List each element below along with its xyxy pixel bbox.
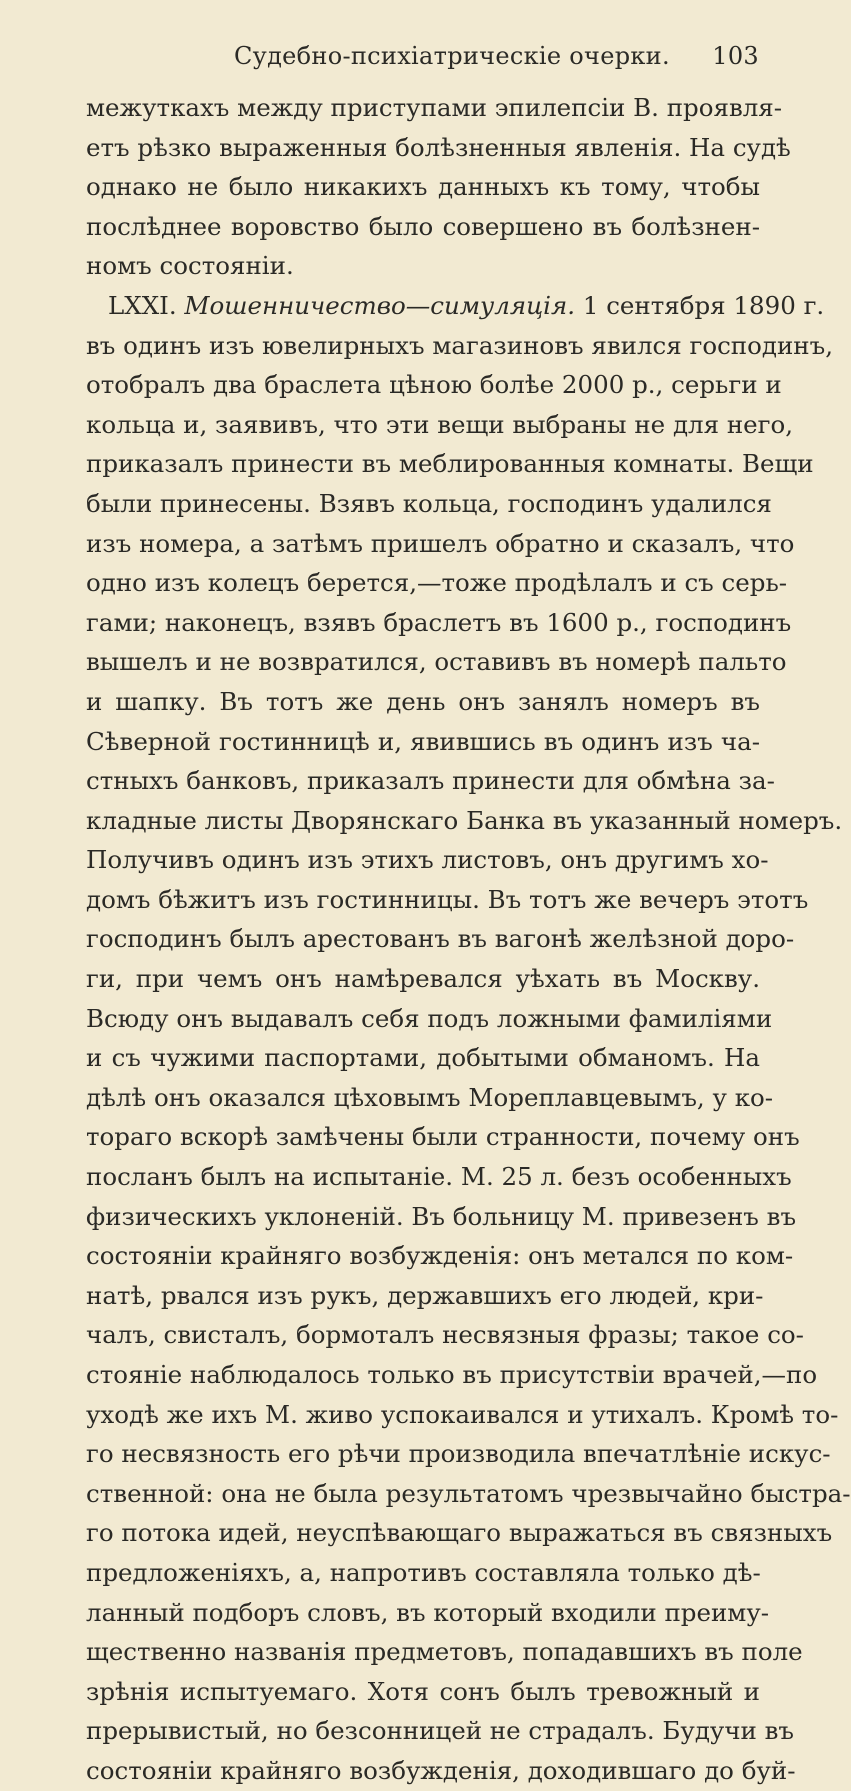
text-line: стояніе наблюдалось только въ присутствіи врачей,—по (86, 1360, 818, 1389)
text-line: го несвязность его рѣчи производила впечатлѣніе искус- (86, 1439, 831, 1469)
page-header-title: Судебно-психіатрическіе очерки. (234, 42, 670, 70)
text-line: стныхъ банковъ, приказалъ принести для обмѣна за- (86, 766, 775, 796)
text-line: посланъ былъ на испытаніе. М. 25 л. безъ особенныхъ (86, 1162, 792, 1192)
text-line: ги, при чемъ онъ намѣревался уѣхать въ Москву. (86, 964, 760, 994)
text-line: гами; наконецъ, взявъ браслетъ въ 1600 р., господинъ (86, 607, 792, 637)
text-line: послѣднее воровство было совершено въ болѣзнен- (86, 211, 760, 241)
text-line: состояніи крайняго возбужденія: онъ метался по ком- (86, 1241, 794, 1271)
text-line: чалъ, свисталъ, бормоталъ несвязныя фразы; такое со- (86, 1320, 804, 1350)
page-number: 103 (712, 42, 759, 70)
text-line: натѣ, рвался изъ рукъ, державшихъ его людей, кри- (86, 1280, 764, 1310)
text-line: щественно названія предметовъ, попадавшихъ въ поле (86, 1637, 803, 1667)
text-line: тораго вскорѣ замѣчены были странности, почему онъ (86, 1122, 800, 1152)
text-line: приказалъ принести въ меблированныя комнаты. Вещи (86, 449, 814, 479)
text-line: физическихъ уклоненій. Въ больницу М. привезенъ въ (86, 1201, 797, 1231)
section-heading-line (86, 286, 825, 326)
text-line: уходѣ же ихъ М. живо успокаивался и утихалъ. Кромѣ то- (86, 1399, 839, 1429)
section-date: 1 сентября 1890 г. (582, 290, 825, 320)
text-line: отобралъ два браслета цѣною болѣе 2000 р., серьги и (86, 370, 782, 400)
text-line: межуткахъ между приступами эпилепсіи В. проявля- (86, 93, 783, 122)
text-line: кладные листы Дворянскаго Банка въ указанный номеръ. (86, 805, 843, 835)
text-line: и шапку. Въ тотъ же день онъ занялъ номеръ въ (86, 686, 760, 716)
text-line: вышелъ и не возвратился, оставивъ въ номерѣ пальто (86, 647, 787, 677)
text-line: зрѣнія испытуемаго. Хотя сонъ былъ тревожный и (86, 1676, 760, 1706)
text-line: господинъ былъ арестованъ въ вагонѣ желѣзной доро- (86, 924, 795, 954)
text-line: состояніи крайняго возбужденія, доходившаго до буй- (86, 1755, 796, 1785)
text-line: прерывистый, но безсонницей не страдалъ. Будучи въ (86, 1716, 795, 1746)
text-line: изъ номера, а затѣмъ пришелъ обратно и сказалъ, что (86, 528, 795, 558)
section-title: Мошенничество—симуляція. (184, 290, 576, 320)
text-line: етъ рѣзко выраженныя болѣзненныя явленія. На судѣ (86, 132, 791, 162)
text-line: номъ состояніи. (86, 251, 294, 281)
text-line: кольца и, заявивъ, что эти вещи выбраны не для него, (86, 409, 794, 439)
text-line: предложеніяхъ, а, напротивъ составляла только дѣ- (86, 1557, 761, 1587)
text-line: дѣлѣ онъ оказался цѣховымъ Мореплавцевымъ, у ко- (86, 1082, 774, 1112)
text-line: Всюду онъ выдавалъ себя подъ ложными фамиліями (86, 1003, 773, 1033)
text-line: въ одинъ изъ ювелирныхъ магазиновъ явился господинъ, (86, 330, 833, 360)
text-line: го потока идей, неуспѣвающаго выражаться въ связныхъ (86, 1518, 833, 1548)
section-number: LXXI. (108, 290, 177, 320)
text-line: домъ бѣжитъ изъ гостинницы. Въ тотъ же вечеръ этотъ (86, 884, 809, 914)
text-line: Сѣверной гостинницѣ и, явившись въ одинъ изъ ча- (86, 726, 760, 756)
text-line: были принесены. Взявъ кольца, господинъ удалился (86, 488, 772, 518)
text-line: ственной: она не была результатомъ чрезвычайно быстра- (86, 1478, 851, 1508)
text-line: одно изъ колецъ берется,—тоже продѣлалъ и съ серь- (86, 568, 788, 598)
text-line: Получивъ одинъ изъ этихъ листовъ, онъ другимъ хо- (86, 845, 769, 875)
text-line: однако не было никакихъ данныхъ къ тому, чтобы (86, 172, 760, 202)
text-line: ланный подборъ словъ, въ который входили преиму- (86, 1597, 770, 1627)
body-text (86, 88, 851, 1791)
text-line: и съ чужими паспортами, добытыми обманомъ. На (86, 1043, 760, 1073)
running-head (86, 42, 759, 76)
